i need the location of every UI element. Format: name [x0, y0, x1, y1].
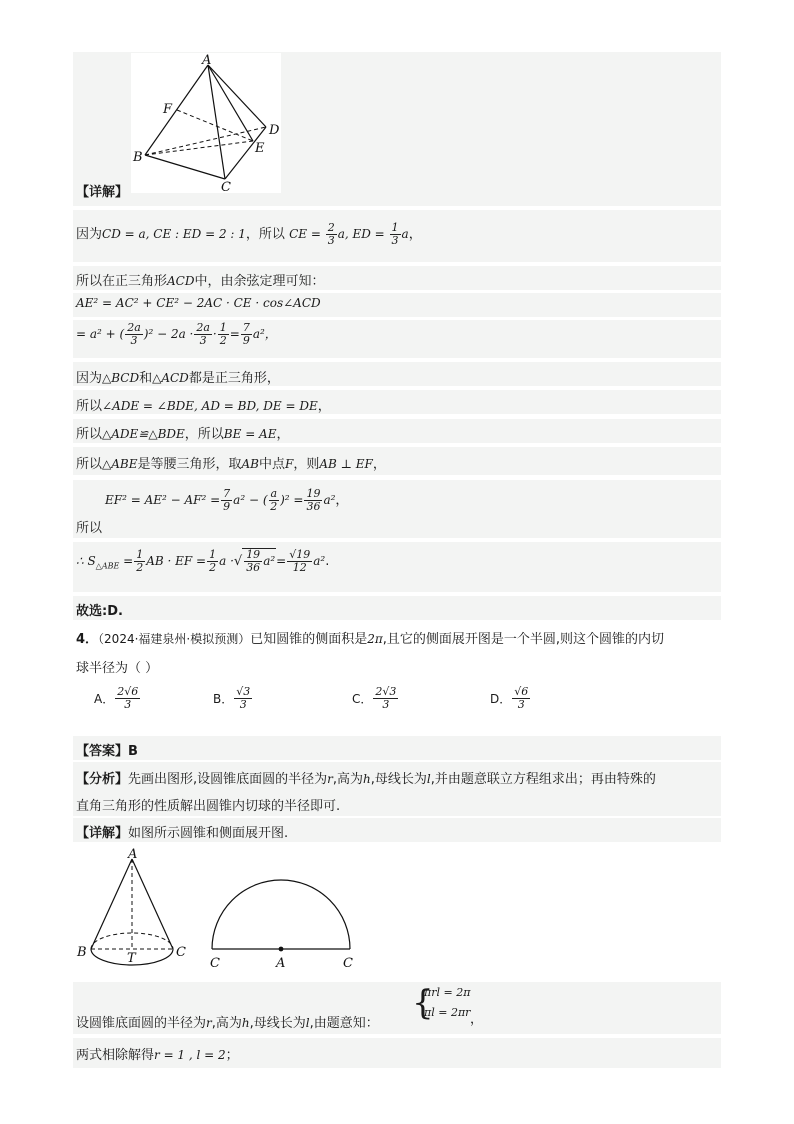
solution-line: 所以 — [76, 521, 103, 536]
cone-figure — [75, 846, 356, 972]
label-f: F — [163, 102, 173, 117]
text: ， — [408, 227, 422, 242]
arc-label-c-right: C — [343, 956, 353, 971]
center-point — [279, 947, 284, 952]
analysis-line: 【分析】先画出图形,设圆锥底面圆的半径为r,高为h,母线长为l,并由题意联立方程组求出；再由特殊的 — [76, 772, 656, 787]
final-choice: 故选:D. — [76, 604, 123, 619]
answer-line: 【答案】B — [76, 744, 138, 759]
system-eq-2: πl = 2πr — [424, 1006, 471, 1019]
cone-label-a: A — [128, 847, 138, 862]
text: 因为 — [76, 227, 103, 242]
label-e: E — [255, 141, 265, 156]
solution-line: 所以△ADE≌△BDE，所以BE = AE， — [76, 427, 290, 442]
final-line: 两式相除解得r = 1 , l = 2； — [76, 1048, 239, 1063]
question-stem: 4．（2024·福建泉州·模拟预测）已知圆锥的侧面积是2π,且它的侧面展开图是一个半圆,则这个圆锥的内切 — [76, 632, 665, 647]
label-b: B — [133, 150, 143, 165]
solution-line: 所以∠ADE = ∠BDE, AD = BD, DE = DE， — [76, 399, 331, 414]
cone-label-t: T — [127, 951, 136, 966]
option-d[interactable]: D． $\frac{√6}{3}$ — [490, 685, 529, 711]
arc-label-c-left: C — [210, 956, 220, 971]
math: a — [401, 227, 409, 241]
cosine-law-formula: AE² = AC² + CE² − 2AC · CE · cos∠ACD — [76, 296, 321, 310]
solution-line — [76, 222, 422, 247]
label-d: D — [269, 123, 280, 138]
question-stem-cont: 球半径为（ ） — [76, 661, 159, 676]
arc-label-a: A — [276, 956, 286, 971]
tetrahedron-figure — [131, 53, 281, 193]
area-formula: ∴ $S_{\triangle ABE}$ = $\frac{1}{2}$ AB · EF = $\frac{1}{2}$ a ·√ $\frac{19}{36}$ a²= $\frac{√19}{12}$ a². — [76, 548, 330, 574]
solution-line: = a² + ( $\frac{2a}{3}$ )² − 2a · $\frac{2a}{3}$ · $\frac{1}{2}$ = $\frac{7}{9}$ a²， — [76, 321, 277, 347]
analysis-line-2: 直角三角形的性质解出圆锥内切球的半径即可. — [76, 799, 341, 814]
fraction: $\frac{1}{3}$ — [391, 221, 399, 247]
solution-line: 所以△ABE是等腰三角形，取AB中点F，则AB ⊥ EF， — [76, 457, 386, 472]
text: ，所以 — [245, 227, 285, 242]
cone-label-c: C — [176, 945, 186, 960]
cone-label-b: B — [77, 945, 87, 960]
detail-label: 【详解】 — [76, 185, 129, 200]
label-c: C — [221, 180, 231, 193]
section-band — [73, 596, 721, 620]
cone-diagram — [75, 846, 356, 972]
setup-line: 设圆锥底面圆的半径为r,高为h,母线长为l,由题意知： — [76, 1016, 379, 1031]
option-c[interactable]: C． $\frac{2√3}{3}$ — [352, 685, 397, 711]
option-b[interactable]: B． $\frac{√3}{3}$ — [213, 685, 251, 711]
math: CE = — [289, 227, 325, 241]
option-a[interactable]: A． $\frac{2√6}{3}$ — [94, 685, 139, 711]
tetrahedron-diagram — [131, 53, 281, 193]
section-band — [73, 736, 721, 760]
label-a: A — [202, 53, 212, 68]
math: CD = a, CE : ED = 2 : 1 — [102, 227, 246, 241]
ef-formula: EF² = AE² − AF² = $\frac{7}{9}$ a² − ( $\frac{a}{2}$ )² = $\frac{19}{36}$ a²， — [105, 487, 349, 513]
solution-line: 因为△BCD和△ACD都是正三角形， — [76, 371, 280, 386]
solution-line: 所以在正三角形ACD中，由余弦定理可知： — [76, 274, 325, 289]
fraction: $\frac{2}{3}$ — [327, 221, 335, 247]
detail-line: 【详解】如图所示圆锥和侧面展开图. — [76, 826, 289, 841]
system-eq-1: πrl = 2π — [424, 986, 471, 999]
system-end: ， — [470, 1012, 484, 1027]
math: a, ED = — [337, 227, 389, 241]
system-brace: { — [412, 983, 434, 1023]
